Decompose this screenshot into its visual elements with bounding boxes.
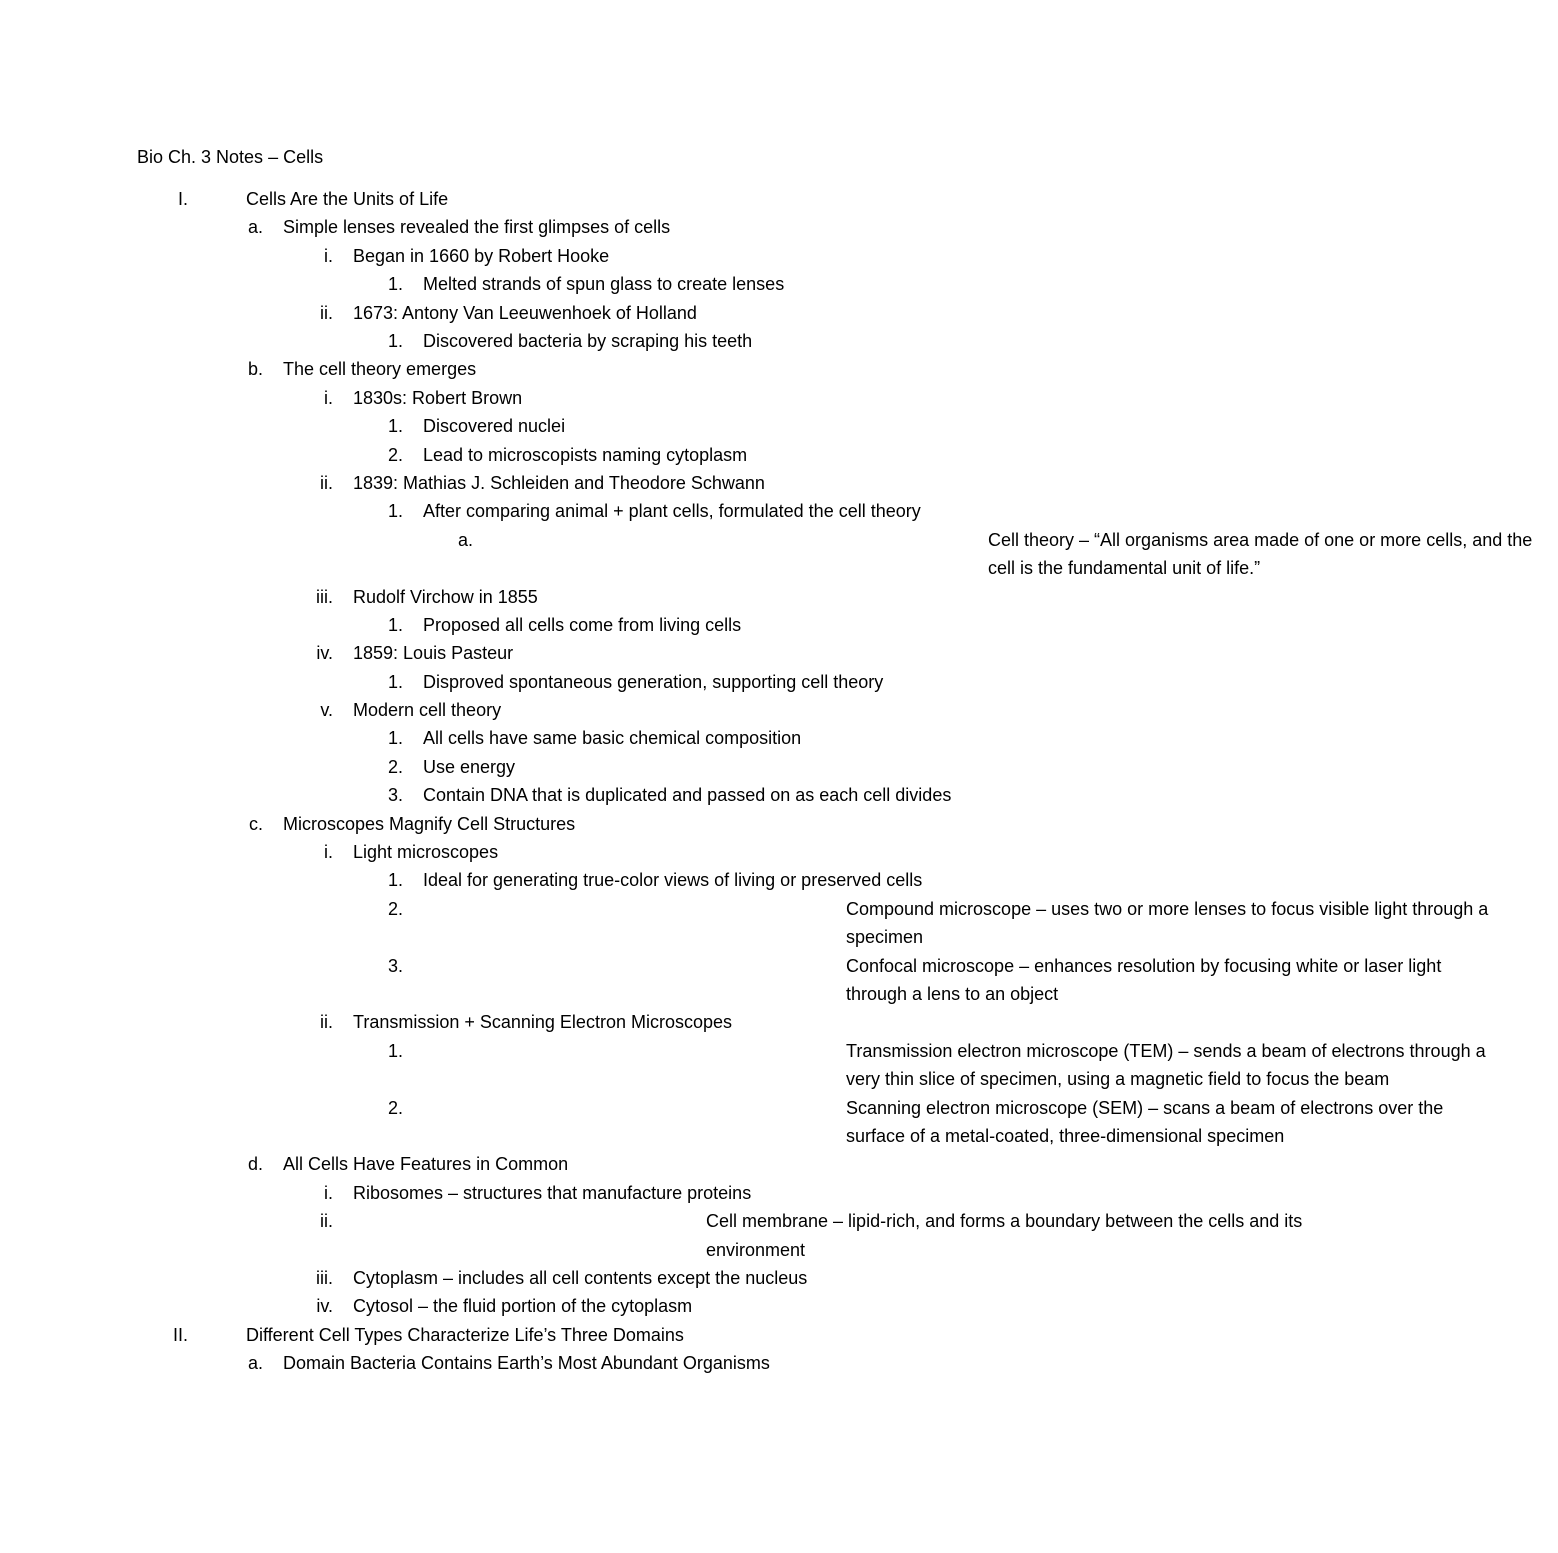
outline-text: Proposed all cells come from living cells (423, 614, 742, 635)
outline-marker: 3. (387, 785, 403, 806)
outline-marker: 1. (387, 614, 403, 635)
outline-item (0, 952, 1442, 1009)
outline-marker: ii. (320, 302, 333, 323)
outline-marker: i. (324, 245, 333, 266)
outline-item (0, 384, 1200, 412)
outline-text: The cell theory emerges (283, 359, 477, 380)
outline-marker: II. (172, 1324, 188, 1345)
outline-marker: 1. (387, 671, 403, 692)
outline-text: Melted strands of spun glass to create lenses (423, 274, 785, 295)
outline-item (0, 1150, 1200, 1178)
outline-marker: a. (247, 1353, 263, 1374)
outline-item (0, 1292, 1200, 1320)
outline-item (0, 299, 1200, 327)
outline-marker: i. (324, 1182, 333, 1203)
outline-marker: ii. (320, 1012, 333, 1033)
document-title: Bio Ch. 3 Notes – Cells (137, 147, 324, 167)
outline-marker: 1. (387, 1040, 403, 1061)
outline-list (0, 185, 1533, 1378)
outline-text: Ideal for generating true-color views of living or preserved cells (423, 870, 923, 891)
outline-item (0, 611, 1200, 639)
outline-marker: a. (247, 217, 263, 238)
outline-item (0, 327, 1200, 355)
outline-text: Microscopes Magnify Cell Structures (283, 813, 576, 834)
outline-marker: i. (324, 842, 333, 863)
outline-marker: 2. (387, 1097, 403, 1118)
outline-text: 1673: Antony Van Leeuwenhoek of Holland (353, 302, 697, 323)
outline-item (0, 639, 1200, 667)
outline-item (0, 270, 1200, 298)
outline-text: Scanning electron microscope (SEM) – scans a beam of electrons over the surface of a metal-coated, three-dimensional specimen (846, 1097, 1444, 1147)
outline-text: Rudolf Virchow in 1855 (353, 586, 538, 607)
outline-marker: 1. (387, 416, 403, 437)
outline-text: Different Cell Types Characterize Life’s Three Domains (246, 1324, 684, 1345)
outline-marker: ii. (320, 472, 333, 493)
outline-text: Cytoplasm – includes all cell contents except the nucleus (353, 1268, 808, 1289)
outline-text: Confocal microscope – enhances resolution by focusing white or laser light through a lens to an object (846, 955, 1442, 1005)
outline-marker: 2. (387, 756, 403, 777)
outline-text: 1830s: Robert Brown (353, 387, 523, 408)
outline-item (0, 753, 1200, 781)
outline-text: Lead to microscopists naming cytoplasm (423, 444, 748, 465)
outline-item (0, 583, 1200, 611)
outline-item (0, 781, 1200, 809)
outline-item (0, 866, 1200, 894)
outline-text: Use energy (423, 756, 516, 777)
outline-marker: iii. (316, 586, 333, 607)
outline-marker: iv. (316, 1296, 333, 1317)
outline-text: Light microscopes (353, 842, 499, 863)
outline-marker: 3. (387, 955, 403, 976)
outline-text: Simple lenses revealed the first glimpses of cells (283, 217, 671, 238)
outline-item (0, 1179, 1200, 1207)
outline-item (0, 185, 1200, 213)
outline-text: Contain DNA that is duplicated and passed on as each cell divides (423, 785, 952, 806)
outline-item (0, 412, 1200, 440)
outline-marker: 1. (387, 728, 403, 749)
outline-text: Cell membrane – lipid-rich, and forms a boundary between the cells and its environment (706, 1211, 1303, 1260)
outline-item (0, 810, 1200, 838)
outline-marker: 1. (387, 274, 403, 295)
outline-text: Domain Bacteria Contains Earth’s Most Abundant Organisms (283, 1353, 770, 1374)
outline-marker: d. (247, 1154, 263, 1175)
outline-text: Began in 1660 by Robert Hooke (353, 245, 610, 266)
outline-item (0, 1264, 1200, 1292)
outline-text: All Cells Have Features in Common (283, 1154, 569, 1175)
outline-text: Discovered nuclei (423, 416, 566, 437)
outline-item (0, 355, 1200, 383)
outline-text: Discovered bacteria by scraping his teeth (423, 330, 753, 351)
outline-text: All cells have same basic chemical composition (423, 728, 802, 749)
outline-marker: 1. (387, 870, 403, 891)
outline-item (0, 497, 1200, 525)
outline-text: Cells Are the Units of Life (246, 189, 449, 209)
outline-text: Compound microscope – uses two or more lenses to focus visible light through a specimen (846, 898, 1489, 948)
outline-text: Cell theory – “All organisms area made of one or more cells, and the cell is the fundamental unit of life.” (988, 529, 1533, 579)
outline-text: Disproved spontaneous generation, supporting cell theory (423, 671, 884, 692)
outline-item (0, 213, 1200, 241)
outline-text: 1839: Mathias J. Schleiden and Theodore Schwann (353, 472, 765, 493)
outline-marker: a. (457, 529, 473, 550)
outline-item (0, 1321, 1200, 1349)
outline-item (0, 1094, 1444, 1151)
outline-text: 1859: Louis Pasteur (353, 643, 514, 664)
outline-item (0, 895, 1489, 952)
outline-item (0, 724, 1200, 752)
outline-item (0, 838, 1200, 866)
outline-text: Modern cell theory (353, 700, 502, 721)
outline-marker: v. (320, 700, 333, 721)
outline-marker: 1. (387, 501, 403, 522)
outline-marker: ii. (320, 1211, 333, 1232)
outline-marker: 2. (387, 898, 403, 919)
outline-marker: 1. (387, 330, 403, 351)
outline-marker: i. (324, 387, 333, 408)
outline-marker: c. (248, 813, 263, 834)
outline-text: Transmission electron microscope (TEM) – sends a beam of electrons through a very thin slice of specimen, using a magnetic field to focus the beam (846, 1040, 1486, 1090)
outline-item (0, 1349, 1200, 1377)
outline-text: Cytosol – the fluid portion of the cytoplasm (353, 1296, 693, 1317)
outline-marker: 2. (387, 444, 403, 465)
outline-item (0, 242, 1200, 270)
outline-item (0, 441, 1200, 469)
outline-item (0, 1008, 1200, 1036)
outline-item (0, 469, 1200, 497)
outline-item (0, 668, 1200, 696)
outline-item (0, 696, 1200, 724)
outline-text: Ribosomes – structures that manufacture proteins (353, 1182, 752, 1203)
outline-text: Transmission + Scanning Electron Microscopes (353, 1012, 732, 1033)
outline-item (0, 526, 1533, 583)
outline-marker: iii. (316, 1268, 333, 1289)
outline-text: After comparing animal + plant cells, formulated the cell theory (423, 501, 921, 522)
outline-marker: I. (177, 189, 188, 209)
outline-item (0, 1207, 1303, 1264)
outline-marker: b. (247, 359, 263, 380)
outline-marker: iv. (316, 643, 333, 664)
outline-item (0, 1037, 1486, 1094)
